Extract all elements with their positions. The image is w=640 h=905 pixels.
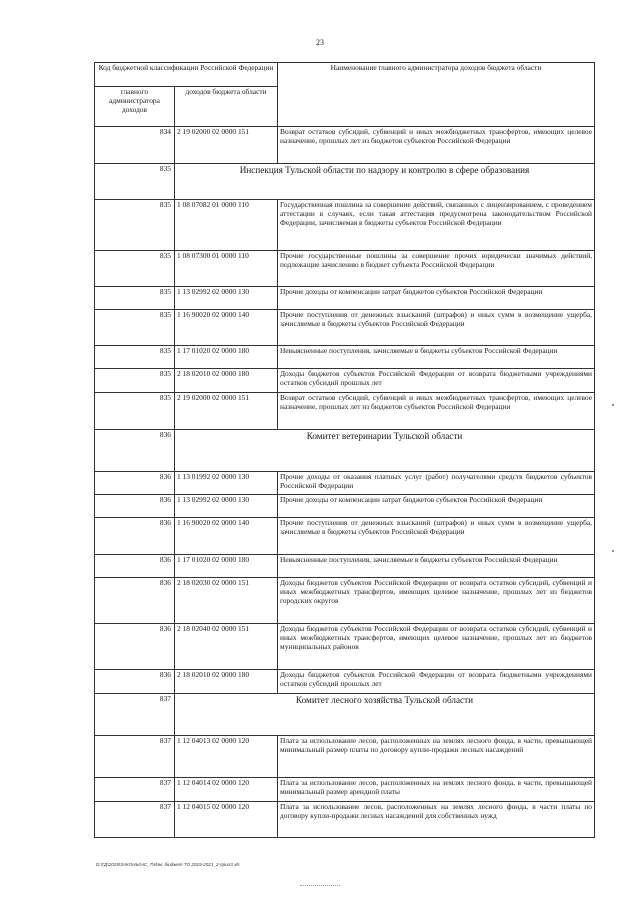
table-body xyxy=(95,127,595,838)
admin-code-cell: 837 xyxy=(95,802,175,838)
table-row xyxy=(95,393,595,430)
admin-code-cell: 836 xyxy=(95,472,175,495)
scan-speck xyxy=(612,550,614,552)
admin-code-cell: 835 xyxy=(95,251,175,287)
revenue-name-cell: Возврат остатков субсидий, субвенций и иных межбюджетных трансфертов, имеющих целевое назначение, прошлых лет из бюджетов субъектов Российской Федерации xyxy=(278,127,595,164)
admin-code-cell: 836 xyxy=(95,518,175,555)
revenue-name-cell: Прочие поступления от денежных взысканий (штрафов) и иных сумм в возмещение ущерба, зачисляемые в бюджеты субъектов Российской Федерации xyxy=(278,518,595,555)
revenue-name-cell: Доходы бюджетов субъектов Российской Федерации от возврата бюджетными учреждениями остатков субсидий прошлых лет xyxy=(278,369,595,393)
table-row xyxy=(95,736,595,778)
admin-code-cell: 834 xyxy=(95,127,175,164)
admin-code-cell: 835 xyxy=(95,164,175,200)
admin-code-cell: 835 xyxy=(95,393,175,430)
admin-code-cell: 835 xyxy=(95,200,175,251)
section-header-row xyxy=(95,164,595,200)
page-number: 23 xyxy=(316,38,324,47)
revenue-code-cell: 2 18 02010 02 0000 180 xyxy=(175,369,278,393)
revenue-name-cell: Прочие доходы от компенсации затрат бюджетов субъектов Российской Федерации xyxy=(278,495,595,518)
admin-code-cell: 835 xyxy=(95,369,175,393)
table-row xyxy=(95,778,595,802)
revenue-code-cell: 1 13 02992 02 0000 130 xyxy=(175,287,278,310)
scan-speck xyxy=(612,404,614,406)
scan-mark xyxy=(300,885,340,886)
revenue-code-cell: 1 16 90020 02 0000 140 xyxy=(175,518,278,555)
revenue-code-cell: 1 12 04013 02 0000 120 xyxy=(175,736,278,778)
revenue-code-cell: 2 18 02010 02 0000 180 xyxy=(175,670,278,694)
revenue-name-cell: Доходы бюджетов субъектов Российской Федерации от возврата остатков субсидий, субвенций и иных межбюджетных трансфертов, имеющих целевое назначение, прошлых лет из бюджетов городских округов xyxy=(278,578,595,624)
revenue-name-cell: Прочие доходы от оказания платных услуг (работ) получателями средств бюджетов субъектов Российской Федерации xyxy=(278,472,595,495)
admin-code-cell: 835 xyxy=(95,287,175,310)
name-column-header: Наименование главного администратора доходов бюджета области xyxy=(278,63,595,127)
table-row xyxy=(95,578,595,624)
revenue-code-cell: 1 13 01992 02 0000 130 xyxy=(175,472,278,495)
admin-code-cell: 836 xyxy=(95,624,175,670)
section-header-row xyxy=(95,430,595,472)
section-title: Инспекция Тульской области по надзору и контролю в сфере образования xyxy=(175,164,595,200)
table-header-row xyxy=(95,63,595,87)
admin-code-cell: 837 xyxy=(95,736,175,778)
table-row xyxy=(95,127,595,164)
revenue-code-cell: 1 13 02992 02 0000 130 xyxy=(175,495,278,518)
table-row xyxy=(95,251,595,287)
revenue-column-header: доходов бюджета области xyxy=(175,87,278,127)
table-row xyxy=(95,472,595,495)
table-row xyxy=(95,802,595,838)
revenue-name-cell: Прочие поступления от денежных взысканий (штрафов) и иных сумм в возмещение ущерба, зачисляемые в бюджеты субъектов Российской Федерации xyxy=(278,310,595,346)
revenue-name-cell: Невыясненные поступления, зачисляемые в бюджеты субъектов Российской Федерации xyxy=(278,555,595,578)
revenue-code-cell: 1 08 07082 01 0000 110 xyxy=(175,200,278,251)
revenue-name-cell: Прочие государственные пошлины за совершение прочих юридически значимых действий, подлежащие зачислению в бюджет субъекта Российской Федерации xyxy=(278,251,595,287)
revenue-code-cell: 1 17 01020 02 0000 180 xyxy=(175,555,278,578)
table-row xyxy=(95,346,595,369)
table-row xyxy=(95,624,595,670)
section-title: Комитет ветеринарии Тульской области xyxy=(175,430,595,472)
revenue-name-cell: Доходы бюджетов субъектов Российской Федерации от возврата бюджетными учреждениями остатков субсидий прошлых лет xyxy=(278,670,595,694)
table-row xyxy=(95,200,595,251)
admin-code-cell: 836 xyxy=(95,495,175,518)
revenue-code-cell: 1 12 04015 02 0000 120 xyxy=(175,802,278,838)
revenue-name-cell: Возврат остатков субсидий, субвенций и иных межбюджетных трансфертов, имеющих целевое назначение, прошлых лет из бюджетов субъектов Российской Федерации xyxy=(278,393,595,430)
revenue-code-cell: 1 17 01020 02 0000 180 xyxy=(175,346,278,369)
revenue-name-cell: Плата за использование лесов, расположенных на землях лесного фонда, в части, превышающей минимальный размер платы по договору купли-продажи лесных насаждений xyxy=(278,736,595,778)
revenue-name-cell: Плата за использование лесов, расположенных на землях лесного фонда, в части, превышающей минимальный размер арендной платы xyxy=(278,778,595,802)
revenue-code-cell: 2 19 02000 02 0000 151 xyxy=(175,127,278,164)
admin-code-cell: 836 xyxy=(95,578,175,624)
admin-code-cell: 837 xyxy=(95,778,175,802)
table-row xyxy=(95,369,595,393)
revenue-name-cell: Плата за использование лесов, расположенных на землях лесного фонда, в части платы по договору купли-продажи лесных насаждений для собственных нужд xyxy=(278,802,595,838)
table-row xyxy=(95,287,595,310)
admin-code-cell: 835 xyxy=(95,346,175,369)
admin-code-cell: 836 xyxy=(95,670,175,694)
table-row xyxy=(95,495,595,518)
revenue-code-cell: 2 19 02000 02 0000 151 xyxy=(175,393,278,430)
admin-code-cell: 836 xyxy=(95,555,175,578)
section-title: Комитет лесного хозяйства Тульской области xyxy=(175,694,595,736)
budget-classification-table xyxy=(94,62,595,838)
revenue-name-cell: Государственная пошлина за совершение действий, связанных с лицензированием, с проведением аттестации в случаях, если такая аттестация предусмотрена законодательством Российской Федерации, зачисляемая в бюджеты субъектов Российской Федерации xyxy=(278,200,595,251)
admin-code-cell: 837 xyxy=(95,694,175,736)
section-header-row xyxy=(95,694,595,736)
table-row xyxy=(95,518,595,555)
revenue-name-cell: Доходы бюджетов субъектов Российской Федерации от возврата остатков субсидий, субвенций и иных межбюджетных трансфертов, имеющих целевое назначение, прошлых лет из бюджетов муниципальных районов xyxy=(278,624,595,670)
admin-code-cell: 835 xyxy=(95,310,175,346)
revenue-code-cell: 1 12 04014 02 0000 120 xyxy=(175,778,278,802)
code-group-header: Код бюджетной классификации Российской Федерации xyxy=(95,63,278,87)
revenue-name-cell: Невыясненные поступления, зачисляемые в бюджеты субъектов Российской Федерации xyxy=(278,346,595,369)
revenue-code-cell: 2 18 02030 02 0000 151 xyxy=(175,578,278,624)
table-row xyxy=(95,670,595,694)
revenue-code-cell: 1 16 90020 02 0000 140 xyxy=(175,310,278,346)
revenue-code-cell: 2 18 02040 02 0000 151 xyxy=(175,624,278,670)
file-path-footer: D:\ГД\2019\ЗАКОНЫ\АС_7\Изм. бюджет ТО 2019-2021_2-прил3.xls xyxy=(96,862,240,867)
admin-code-cell: 836 xyxy=(95,430,175,472)
admin-column-header: главного администратора доходов xyxy=(95,87,175,127)
revenue-name-cell: Прочие доходы от компенсации затрат бюджетов субъектов Российской Федерации xyxy=(278,287,595,310)
table-row xyxy=(95,310,595,346)
table-row xyxy=(95,555,595,578)
revenue-code-cell: 1 08 07300 01 0000 110 xyxy=(175,251,278,287)
